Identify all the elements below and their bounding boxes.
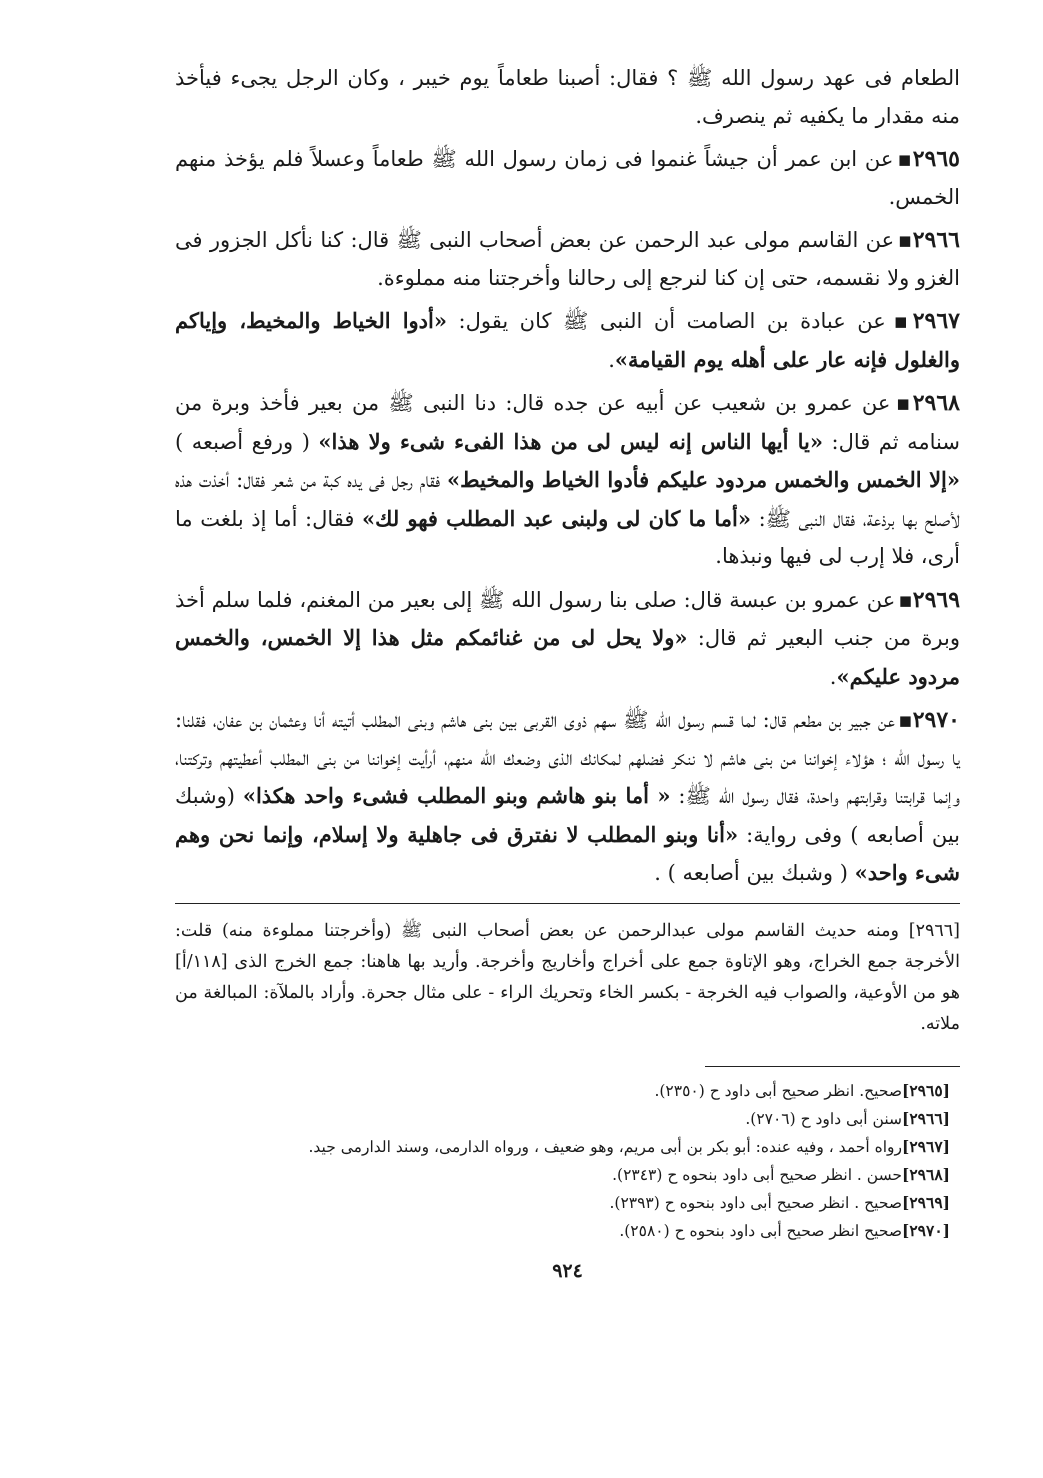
- hadith-text: الطعام فى عهد رسول الله ﷺ ؟ فقال: أصبنا طعاماً يوم خيبر ، وكان الرجل يجىء فيأخذ منه مقدار ما يكفيه ثم ينصرف.: [175, 66, 960, 128]
- hadith-number: ٢٩٦٦: [912, 227, 960, 253]
- hadith-number: ٢٩٧٠: [912, 707, 960, 733]
- footnote-item: [175, 1077, 950, 1105]
- hadith-paragraph: [175, 302, 960, 379]
- hadith-paragraph: [175, 60, 960, 135]
- hadith-text: فقام رجل فى يده كبة من شعر فقال: أخذت هذه لأصلح بها برذعة، فقال النبى ﷺ:: [175, 468, 960, 531]
- footnote-item: [175, 1217, 950, 1245]
- prophetic-quote: « أما بنو هاشم وبنو المطلب فشىء واحد هكذا»: [242, 783, 671, 808]
- hadith-text: عن جبير بن مطعم قال: لما قسم رسول الله ﷺ سهم ذوى القربى بين بنى هاشم وبنى المطلب أتيته أنا وعثمان بن عفان، فقلنا: يا رسول الله ؛ هؤلاء إخواننا من بنى هاشم لا ننكر فضلهم لمكانك الذى وضعك الله منهم، أرأيت إخواننا من بنى المطلب أعطيتهم وتركتنا، وإنما قرابتنا وقرابتهم واحدة، فقال رسول الله ﷺ:: [175, 708, 960, 808]
- prophetic-quote: «أما ما كان لى ولبنى عبد المطلب فهو لك»: [362, 505, 752, 531]
- prophetic-quote: «أدوا الخياط والمخيط، وإياكم والغلول فإنه عار على أهله يوم القيامة»: [175, 308, 960, 372]
- hadith-text: .: [829, 664, 837, 689]
- footnote-divider: [705, 1066, 960, 1067]
- hadith-number: ٢٩٦٨: [912, 390, 960, 416]
- bullet-marker: ▪: [898, 586, 913, 612]
- bullet-marker: ▪: [897, 227, 913, 252]
- footnote-text: صحيح . انظر صحيح أبى داود بنحوه ح (٢٣٩٣).: [609, 1193, 902, 1212]
- hadith-text: عن عمرو بن شعيب عن أبيه عن جده قال: دنا النبى ﷺ من بعير فأخذ وبرة من سنامه ثم قال:: [175, 391, 960, 454]
- footnote-text: رواه أحمد ، وفيه عنده: أبو بكر بن أبى مريم، وهو ضعيف ، ورواه الدارمى، وسند الدارمى جيد.: [308, 1137, 902, 1156]
- prophetic-quote: «يا أيها الناس إنه ليس لى من هذا الفىء شىء ولا هذا»: [318, 428, 823, 454]
- hadith-paragraph: [175, 221, 960, 297]
- bullet-marker: ▪: [896, 146, 913, 171]
- hadith-text: عن ابن عمر أن جيشاً غنموا فى زمان رسول الله ﷺ طعاماً وعسلاً فلم يؤخذ منهم الخمس.: [175, 147, 960, 209]
- footnote-item: [175, 1161, 950, 1189]
- bullet-marker: ▪: [888, 308, 913, 333]
- bullet-marker: ▪: [897, 707, 913, 732]
- hadith-paragraph: [175, 581, 960, 697]
- hadith-text: (وشبك بين أصابعه ) وفى رواية:: [175, 784, 961, 847]
- hadith-text: فقال: أما إذ بلغت ما أرى، فلا إرب لى فيها ونبذها.: [175, 506, 960, 568]
- page-number: ٩٢٤: [552, 1259, 583, 1282]
- hadith-paragraph: [175, 140, 960, 216]
- hadith-paragraph: [175, 384, 960, 576]
- prophetic-quote: «إلا الخمس والخمس مردود عليكم فأدوا الخياط والمخيط»: [447, 467, 960, 492]
- commentary-note: [٢٩٦٦] ومنه حديث القاسم مولى عبدالرحمن عن بعض أصحاب النبى ﷺ (وأخرجتنا مملوءة منه) قلت: الأخرجة جمع الخراج، وهو الإتاوة جمع على أخراج وأخاريج وأخرجة. وأريد بها هاهنا: جمع الخرج الذى [١١٨/أ] هو من الأوعية، والصواب فيه الخرجة - بكسر الخاء وتحريك الراء - على مثال جحرة. وأراد بالملآة: المبالغة من ملاته.: [175, 920, 960, 1034]
- footnote-text: حسن . انظر صحيح أبى داود بنحوه ح (٢٣٤٣).: [612, 1165, 902, 1184]
- prophetic-quote: «ولا يحل لى من غنائمكم مثل هذا إلا الخمس، والخمس مردود عليكم»: [175, 625, 960, 689]
- hadith-body: [175, 60, 960, 893]
- footnote-item: [175, 1105, 950, 1133]
- hadith-number: ٢٩٦٩: [912, 586, 961, 613]
- footnote-text: صحيح انظر صحيح أبى داود بنحوه ح (٢٥٨٠).: [619, 1221, 902, 1240]
- hadith-text: عن عبادة بن الصامت أن النبى ﷺ كان يقول:: [447, 309, 886, 333]
- footnote-number: [٢٩٦٦]: [902, 1108, 950, 1128]
- prophetic-quote: «أنا وبنو المطلب لا نفترق فى جاهلية ولا إسلام، وإنما نحن وهم شىء واحد»: [175, 821, 960, 885]
- footnote-item: [175, 1133, 950, 1161]
- footnote-number: [٢٩٦٥]: [902, 1080, 950, 1100]
- hadith-number: ٢٩٦٧: [912, 308, 960, 334]
- footnote-text: صحيح. انظر صحيح أبى داود ح (٢٣٥٠).: [654, 1081, 902, 1100]
- document-page: [175, 60, 960, 1282]
- footnote-item: [175, 1189, 950, 1217]
- hadith-text: ( وشبك بين أصابعه ) .: [654, 861, 855, 885]
- hadith-text: عن القاسم مولى عبد الرحمن عن بعض أصحاب النبى ﷺ قال: كنا نأكل الجزور فى الغزو ولا نقسمه، حتى إن كنا لنرجع إلى رحالنا وأخرجتنا منه مملوءة.: [175, 228, 960, 290]
- footnote-number: [٢٩٧٠]: [902, 1220, 950, 1240]
- hadith-paragraph: [175, 701, 960, 893]
- hadith-text: عن عمرو بن عبسة قال: صلى بنا رسول الله ﷺ إلى بعير من المغنم، فلما سلم أخذ وبرة من جنب البعير ثم قال:: [175, 587, 960, 650]
- hadith-text: .: [608, 347, 615, 372]
- bullet-marker: ▪: [893, 390, 913, 415]
- hadith-number: ٢٩٦٥: [912, 146, 960, 172]
- hadith-text: ( ورفع أصبعه ): [175, 429, 319, 454]
- footnote-text: سنن أبى داود ح (٢٧٠٦).: [745, 1109, 902, 1128]
- footnotes-list: [175, 1077, 960, 1245]
- footnote-number: [٢٩٦٨]: [902, 1164, 950, 1184]
- footnote-number: [٢٩٦٩]: [902, 1192, 950, 1212]
- section-divider: [175, 903, 960, 904]
- footnote-number: [٢٩٦٧]: [902, 1136, 950, 1156]
